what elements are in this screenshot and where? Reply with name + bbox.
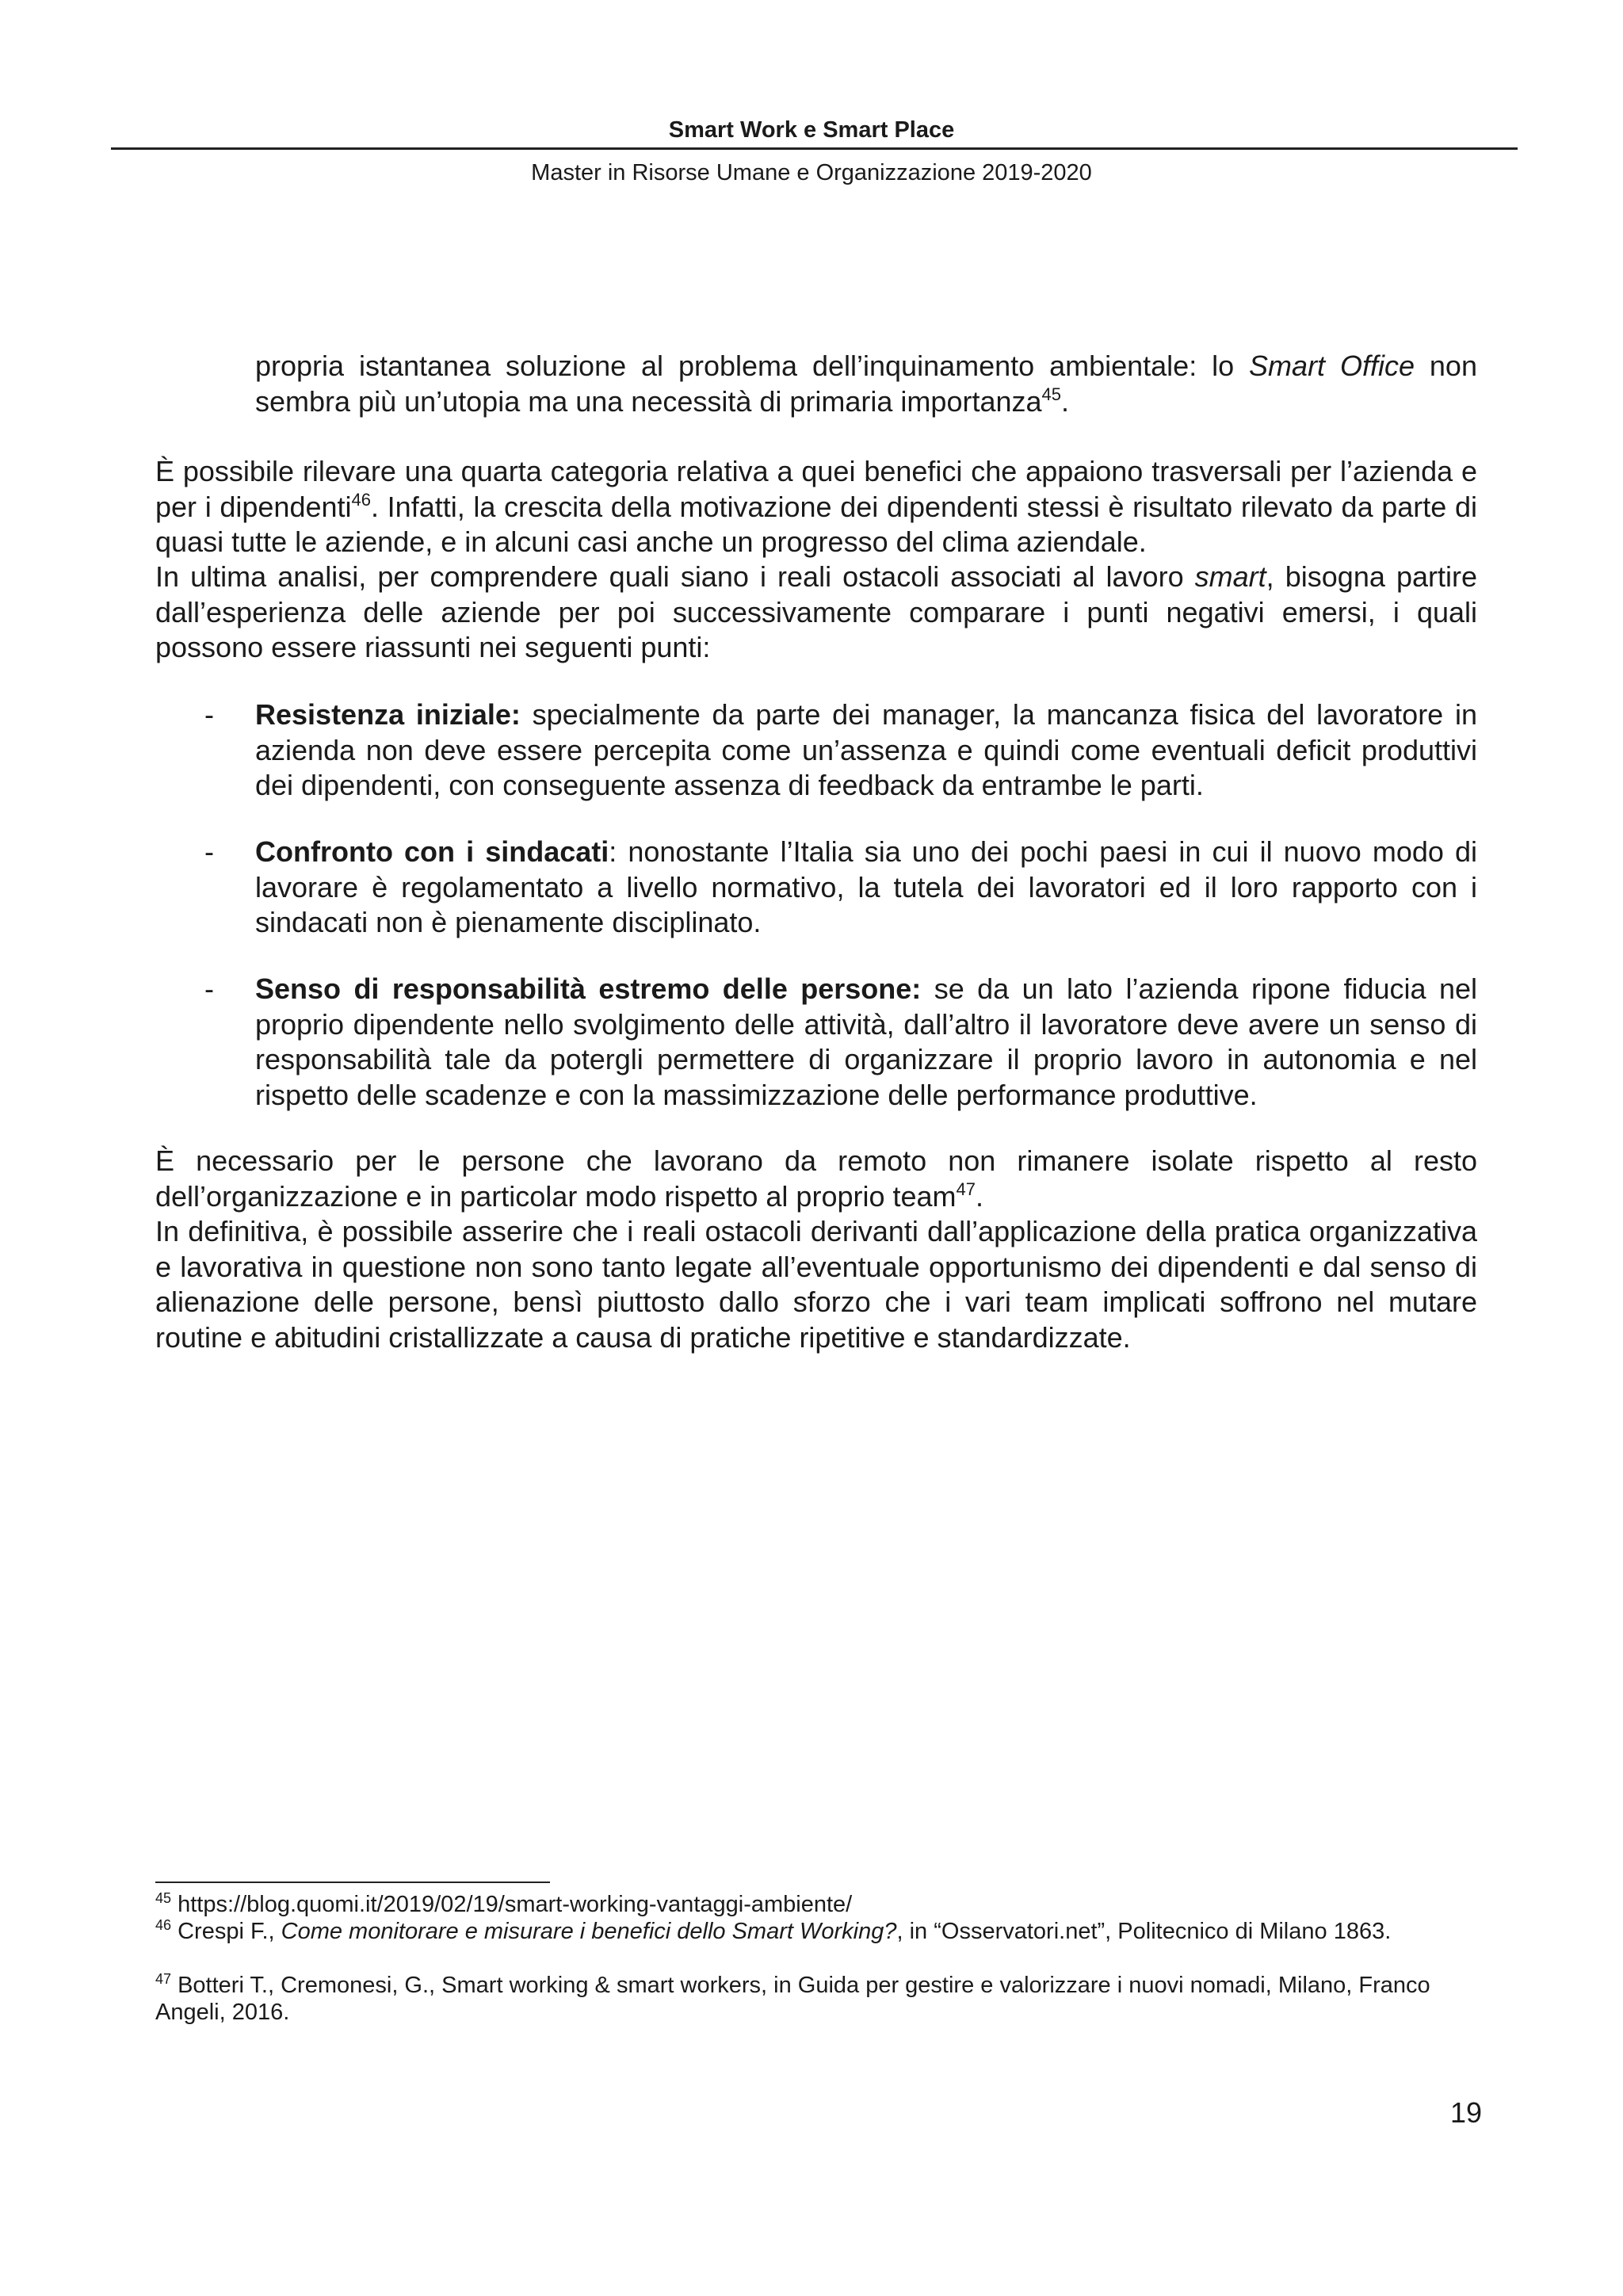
footnote-ref-45: 45 bbox=[1041, 384, 1061, 404]
page-number: 19 bbox=[1449, 2096, 1482, 2129]
footnote-ref-46: 46 bbox=[351, 489, 371, 510]
bullet-term: Senso di responsabilità estremo delle persone: bbox=[255, 972, 922, 1005]
body-paragraph-benefits: È possibile rilevare una quarta categoria relativa a quei benefici che appaiono trasversali per l’azienda e per i dipendenti$^{46}$. Infatti, la crescita della motivazione dei dipendenti stessi è risultato rilevato da parte di quasi tutte le aziende, e in alcuni casi anche un progresso del clima aziendale. bbox=[155, 455, 1477, 558]
intro-line-2: sembra più un’utopia ma una necessità di primaria importanza$^{45}$. bbox=[255, 384, 1070, 418]
header-rule bbox=[111, 147, 1518, 150]
running-header-title: Smart Work e Smart Place bbox=[668, 117, 955, 143]
body-paragraph-obstacles: In ultima analisi, per comprendere quali siano i reali ostacoli associati al lavoro smart, bisogna partire dall’esperienza delle aziende per poi successivamente comparare i punti negativi emersi, i quali possono essere riassunti nei seguenti punti: bbox=[155, 560, 1477, 663]
footnote-link[interactable]: https://blog.quomi.it/2019/02/19/smart-working-vantaggi-ambiente/ bbox=[171, 1892, 853, 1917]
intro-paragraph bbox=[255, 349, 1477, 419]
footnote-45: $^{45}$ https://blog.quomi.it/2019/02/19/smart-working-vantaggi-ambiente/ bbox=[155, 1890, 853, 1917]
body-paragraph-conclusion: In definitiva, è possibile asserire che i reali ostacoli derivanti dall’applicazione della pratica organizzativa e lavorativa in questione non sono tanto legate all’eventuale opportunismo dei dipendenti e dal senso di alienazione delle persone, bensì piuttosto dallo sforzo che i vari team implicati soffrono nel mutare routine e abitudini cristallizzate a causa di pratiche ripetitive e standardizzate. bbox=[155, 1215, 1477, 1354]
document-page: Smart Work e Smart Place Master in Risorse Umane e Organizzazione 2019-2020 propria istantanea soluzione al problema dell’inquinamento ambientale: lo Smart Office non sembra più un’utopia ma una necessità di primaria importanza$^{45}$. È possibile rilevare una quarta categoria relativa a quei benefici che appaiono trasversali per l’azienda e per i dipendenti$^{46}$. Infatti, la crescita della motivazione dei dipendenti stessi è risultato rilevato da parte di quasi tutte le aziende, e in alcuni casi anche un progresso del clima aziendale. In ultima analisi, per comprendere quali siano i reali ostacoli associati al lavoro smart, bisogna partire dall’esperienza delle aziende per poi successivamente comparare i punti negativi emersi, i quali possono essere riassunti nei seguenti punti: - Resistenza iniziale: specialmente da parte dei manager, la mancanza fisica del lavoratore in azienda non deve essere percepita come un’assenza e quindi come eventuali deficit produttivi dei dipendenti, con conseguente assenza di feedback da entrambe le parti. - Confronto con i sindacati: nonostante l’Italia sia uno dei pochi paesi in cui il nuovo modo di lavorare è regolamentato a livello normativo, la tutela dei lavoratori ed il loro rapporto con i sindacati non è pienamente disciplinato. - Senso di responsabilità estremo delle persone: se da un lato l’azienda ripone fiducia nel proprio dipendente nello svolgimento delle attività, dall’altro il lavoratore deve avere un senso di responsabilità tale da potergli permettere di organizzare il proprio lavoro in autonomia e nel rispetto delle scadenze e con la massimizzazione delle performance produttive. È necessario per le persone che lavorano da remoto non rimanere isolate rispetto al resto dell’organizzazione e in particolar modo rispetto al proprio team$^{47}$. In definitiva, è possibile asserire che i reali ostacoli derivanti dall’applicazione della pratica organizzativa e lavorativa in questione non sono tanto legate all’eventuale opportunismo dei dipendenti e dal senso di alienazione delle persone, bensì piuttosto dallo sforzo che i vari team implicati soffrono nel mutare routine e abitudini cristallizzate a causa di pratiche ripetitive e standardizzate. $^{45}$ https://blog.quomi.it/2019/02/19/smart-working-vantaggi-ambiente/ $^{46}$ Crespi F., Come monitorare e misurare i benefici dello Smart Working?, in “Osservatori.net”, Politecnico di Milano 1863. $^{47}$ Botteri T., Cremonesi, G., Smart working & smart workers, in Guida per gestire e valorizzare i nuovi nomadi, Milano, Franco Angeli, 2016. 19 bbox=[0, 0, 1623, 2296]
footnote-47: $^{47}$ Botteri T., Cremonesi, G., Smart working & smart workers, in Guida per gestire e valorizzare i nuovi nomadi, Milano, Franco Angeli, 2016. bbox=[155, 1971, 1430, 2025]
running-header-subtitle: Master in Risorse Umane e Organizzazione 2019-2020 bbox=[531, 160, 1092, 185]
footnote-separator bbox=[155, 1881, 550, 1883]
bullet-term: Confronto con i sindacati bbox=[255, 835, 609, 868]
intro-line-1: propria istantanea soluzione al problema dell’inquinamento ambientale: lo Smart Office non bbox=[255, 350, 1477, 382]
body-paragraph-isolation: È necessario per le persone che lavorano da remoto non rimanere isolate rispetto al resto dell’organizzazione e in particolar modo rispetto al proprio team$^{47}$. bbox=[155, 1144, 1477, 1213]
bullet-term: Resistenza iniziale: bbox=[255, 698, 521, 731]
footnote-ref-47: 47 bbox=[956, 1179, 976, 1199]
footnote-46: $^{46}$ Crespi F., Come monitorare e misurare i benefici dello Smart Working?, in “Osservatori.net”, Politecnico di Milano 1863. bbox=[155, 1917, 1392, 1944]
